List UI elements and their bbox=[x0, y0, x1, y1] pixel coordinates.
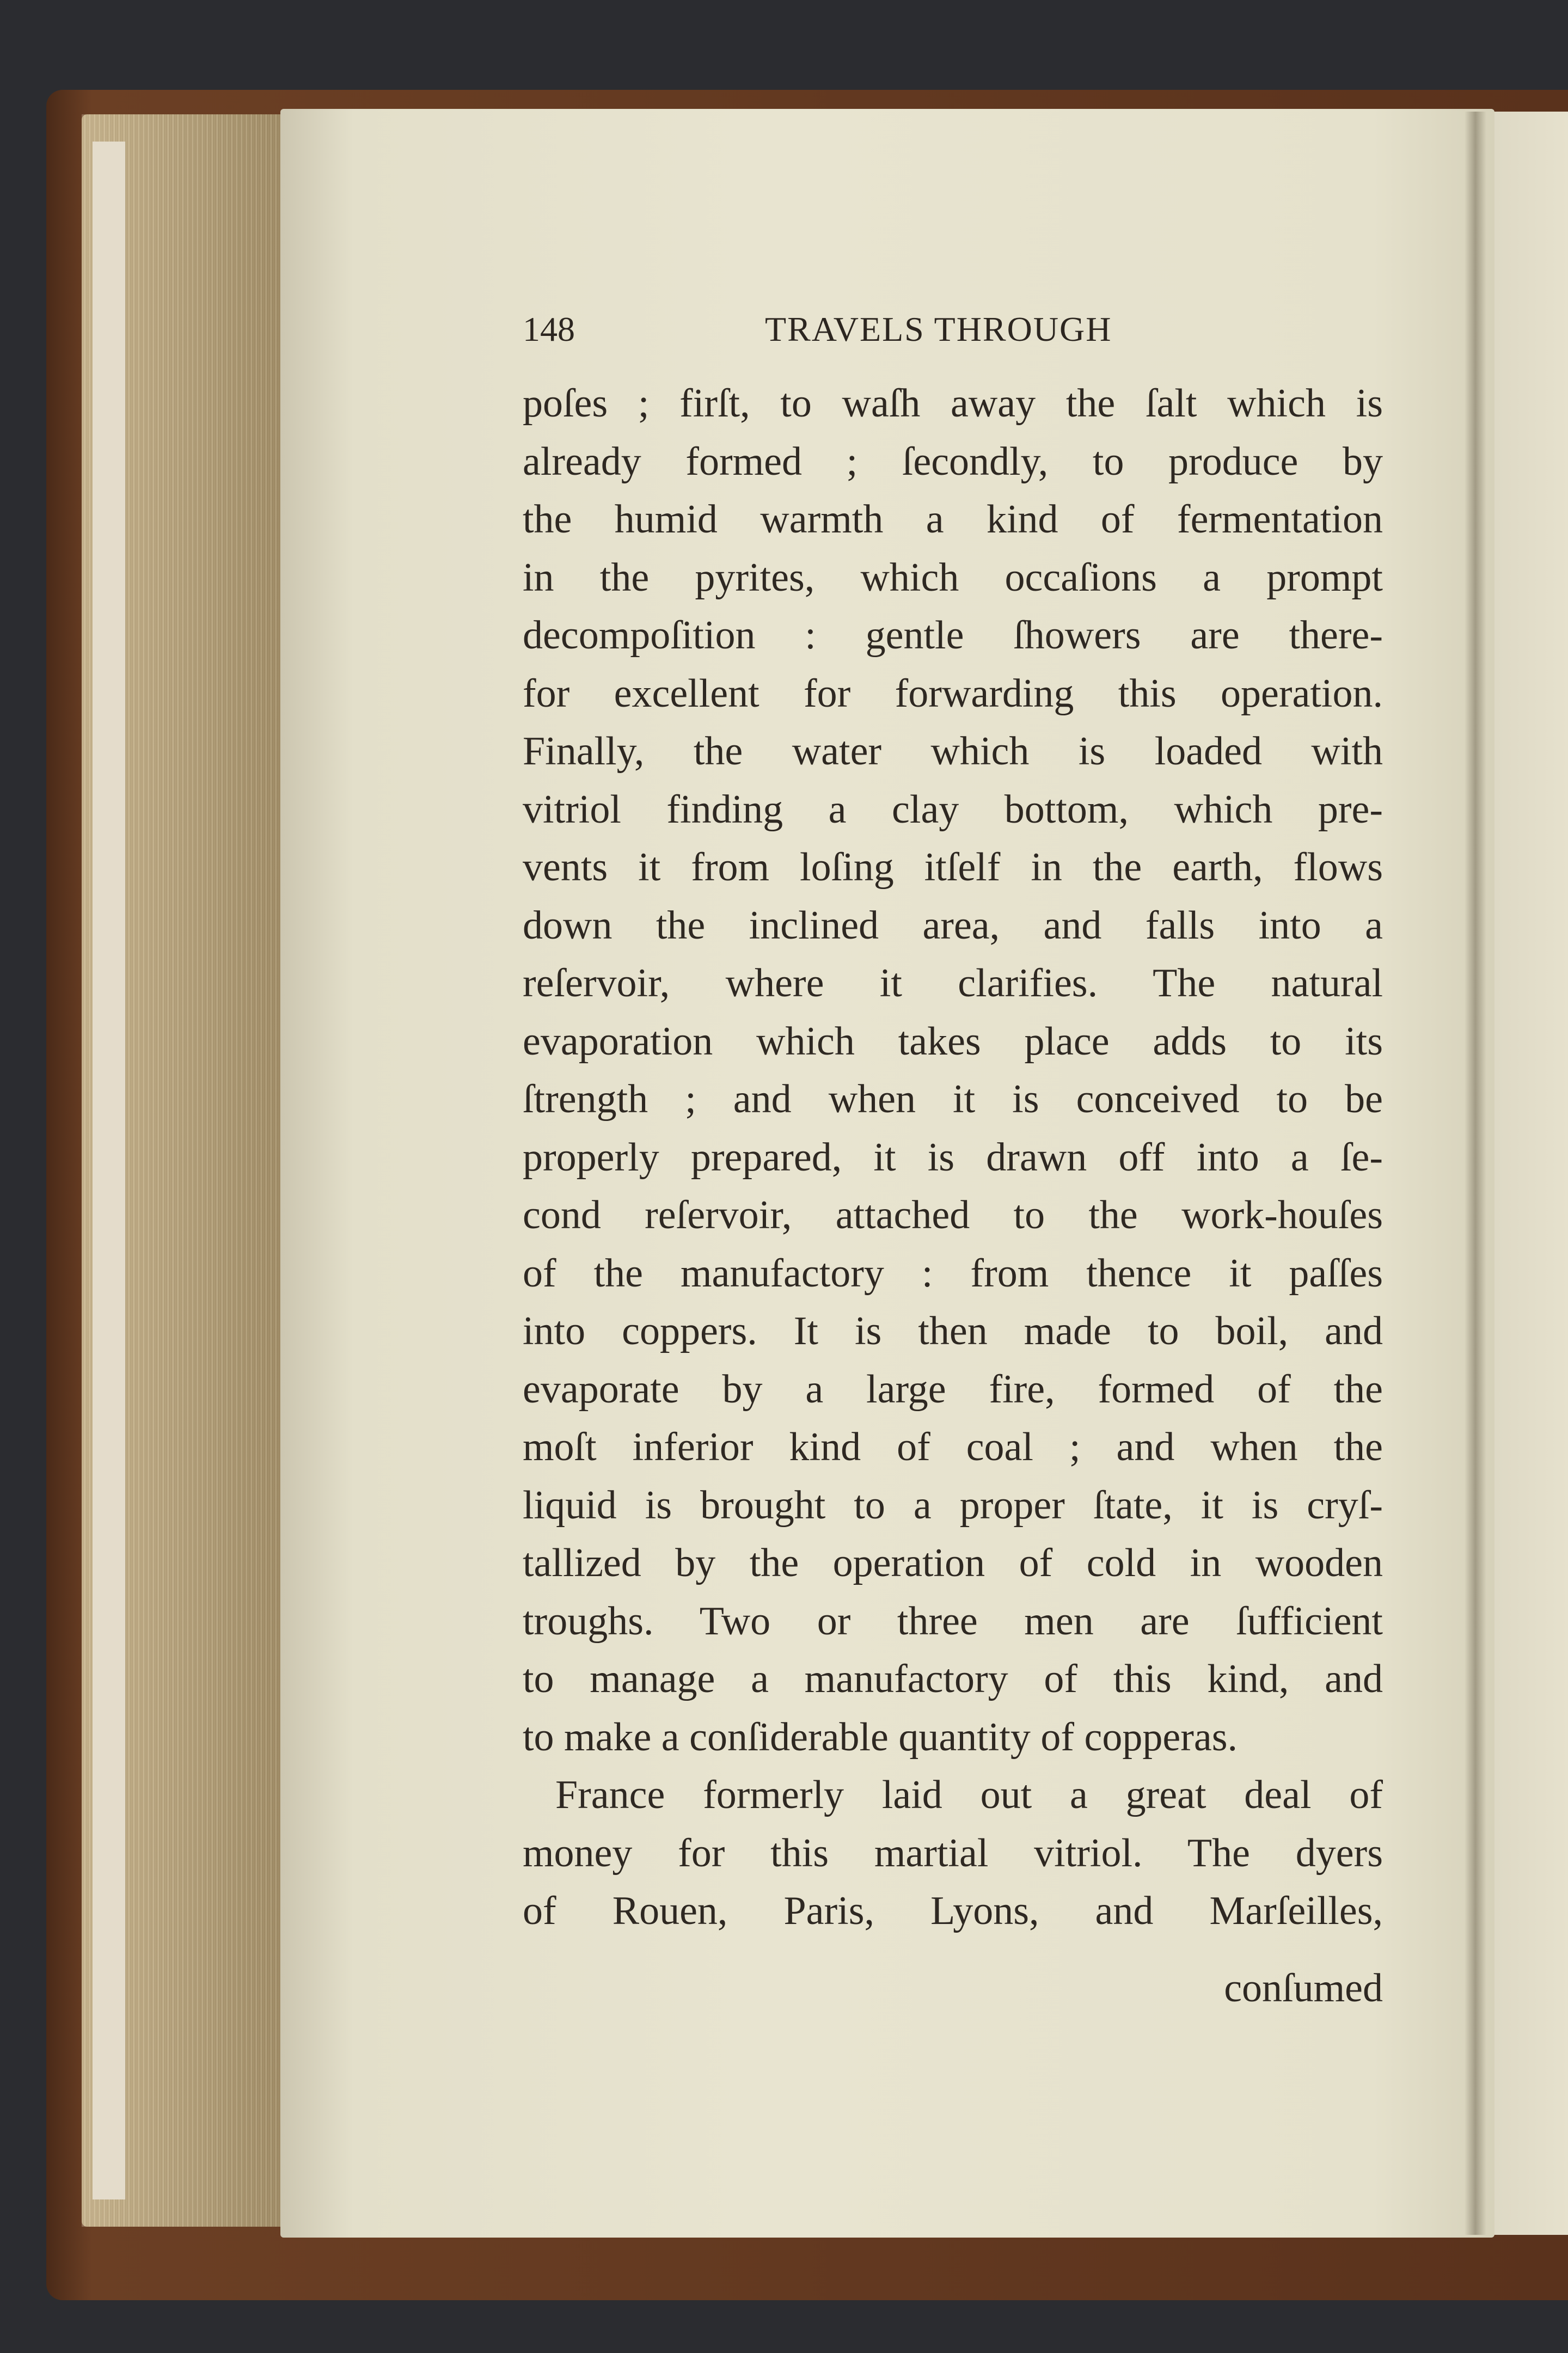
text-line: cond reſervoir, attached to the work-houſes bbox=[523, 1193, 1383, 1237]
text-line: to manage a manufactory of this kind, and bbox=[523, 1657, 1383, 1701]
page-header bbox=[523, 298, 1377, 358]
text-line: France formerly laid out a great deal of bbox=[555, 1773, 1383, 1817]
text-line: of Rouen, Paris, Lyons, and Marſeilles, bbox=[523, 1889, 1383, 1933]
text-line: Finally, the water which is loaded with bbox=[523, 729, 1383, 774]
text-line: down the inclined area, and falls into a bbox=[523, 903, 1383, 948]
text-line: already formed ; ſecondly, to produce by bbox=[523, 439, 1383, 484]
text-line: money for this martial vitriol. The dyers bbox=[523, 1830, 1383, 1876]
body-text bbox=[523, 375, 1383, 1940]
flyleaf bbox=[93, 142, 125, 2199]
gutter-shadow bbox=[1465, 112, 1486, 2235]
text-line: into coppers. It is then made to boil, and bbox=[523, 1309, 1383, 1353]
text-line: evaporate by a large fire, formed of the bbox=[523, 1367, 1383, 1412]
text-line: liquid is brought to a proper ſtate, it is cryſ- bbox=[523, 1482, 1383, 1528]
text-line: properly prepared, it is drawn off into a ſe- bbox=[523, 1135, 1383, 1180]
text-line: vents it from loſing itſelf in the earth, flows bbox=[523, 845, 1383, 890]
text-line: poſes ; firſt, to waſh away the ſalt which is bbox=[523, 381, 1383, 426]
text-line: ſtrength ; and when it is conceived to be bbox=[523, 1077, 1383, 1122]
text-line: vitriol finding a clay bottom, which pre- bbox=[523, 787, 1383, 832]
text-line: to make a conſiderable quantity of copperas. bbox=[523, 1714, 1238, 1760]
text-line: moſt inferior kind of coal ; and when the bbox=[523, 1425, 1383, 1469]
text-line: of the manufactory : from thence it paſſes bbox=[523, 1251, 1383, 1296]
catchword: conſumed bbox=[1224, 1966, 1383, 2011]
text-line: decompoſition : gentle ſhowers are there- bbox=[523, 613, 1383, 658]
text-line: evaporation which takes place adds to its bbox=[523, 1019, 1383, 1064]
running-head: TRAVELS THROUGH bbox=[765, 310, 1112, 348]
text-line: tallized by the operation of cold in wooden bbox=[523, 1541, 1383, 1585]
text-line: reſervoir, where it clarifies. The natural bbox=[523, 961, 1383, 1006]
text-line: for excellent for forwarding this operation. bbox=[523, 671, 1383, 716]
text-line: troughs. Two or three men are ſufficient bbox=[523, 1598, 1383, 1644]
page-number: 148 bbox=[523, 310, 575, 348]
text-line: the humid warmth a kind of fermentation bbox=[523, 497, 1383, 542]
text-line: in the pyrites, which occaſions a prompt bbox=[523, 555, 1383, 600]
